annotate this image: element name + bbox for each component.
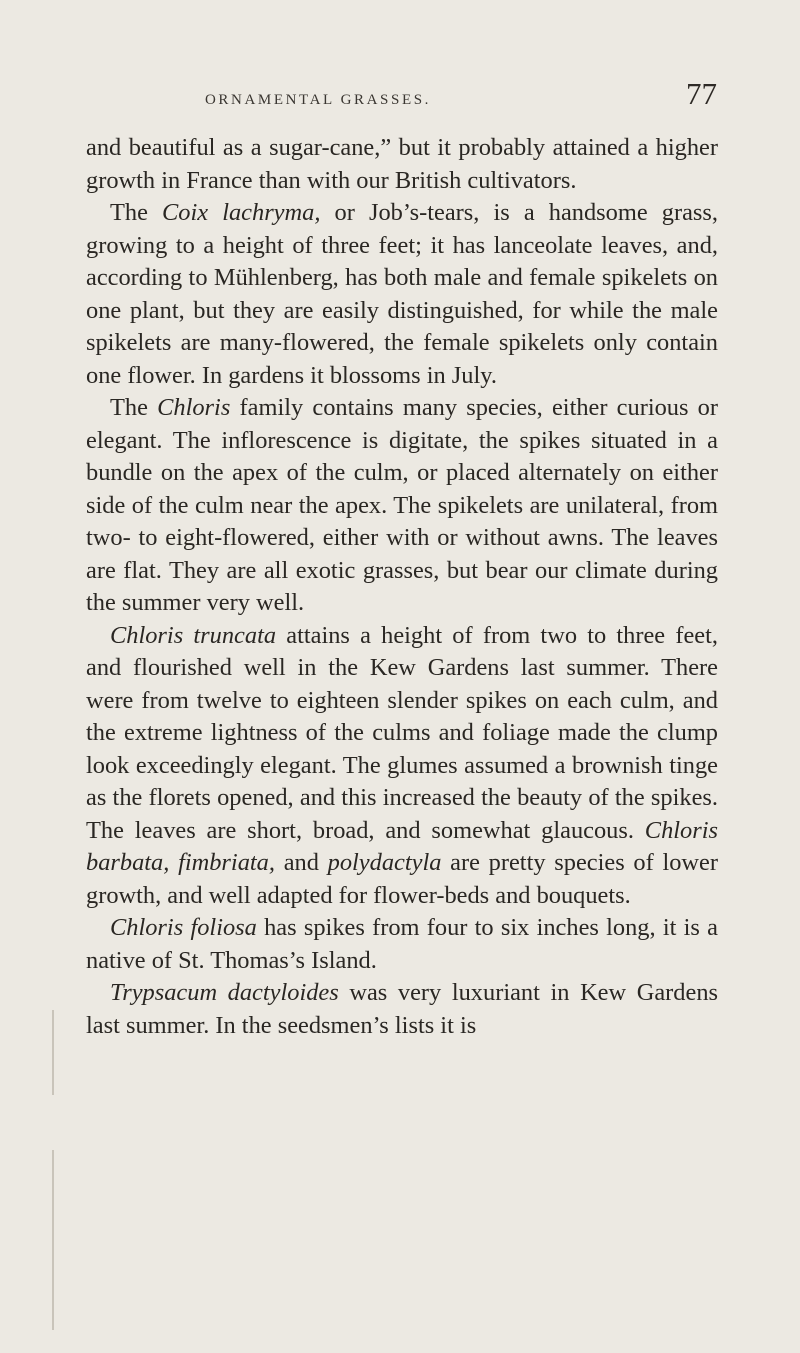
body-text [86,132,718,1042]
paragraph-coix [86,197,718,392]
text: attains a height of from two to three feet, and flourished well in the Kew Gardens last summer. There were from twelve to eighteen slender spikes on each culm, and the extreme lightness of the culms and foliage made the clump look exceedingly elegant. The glumes assumed a brownish tinge as the florets opened, and this increased the beauty of the spikes. The leaves are short, broad, and somewhat glaucous. [86,621,718,844]
italic-text: Coix lachryma, [162,199,321,226]
text: was very luxuriant in Kew Gardens last summer. In the seedsmen’s lists it is [86,979,719,1039]
italic-text: polydactyla [327,849,442,876]
margin-mark-upper [52,1010,54,1095]
italic-text: Chloris [157,394,231,421]
text: and beautiful as a sugar-cane,” but it probably attained a higher growth in France than with our British cultivators. [86,134,718,194]
italic-text: Chloris truncata [110,621,277,649]
text: are pretty species of lower growth, and well adapted for flower-beds and bouquets. [86,849,718,909]
italic-text: Chloris foliosa [110,914,257,941]
paragraph-chloris-foliosa [86,912,718,977]
page-number: 77 [686,76,717,111]
text: The [110,394,158,421]
margin-mark-lower [52,1150,54,1330]
paragraph-trypsacum [86,977,718,1042]
running-head: ORNAMENTAL GRASSES. [205,92,431,108]
paragraph-chloris-truncata [86,620,718,913]
text: has spikes from four to six inches long, it is a native of St. Thomas’s Island. [86,914,718,974]
text: The [110,199,163,226]
text: and [274,849,328,876]
italic-text: Chloris barbata, fimbriata, [86,816,718,876]
paragraph-continuation [86,132,718,197]
text: or Job’s-tears, is a handsome grass, growing to a height of three feet; it has lanceolate leaves, and, according to Mühlenberg, has both male and female spikelets on one plant, but they are easily distinguished, for while the male spikelets are many-flowered, the female spikelets only contain one flower. In gardens it blossoms in July. [86,199,718,389]
text: family contains many species, either curious or elegant. The inflorescence is digitate, the spikes situated in a bundle on the apex of the culm, or placed alternately on either side of the culm near the apex. The spikelets are unilateral, from two- to eight-flowered, either with or without awns. The leaves are flat. They are all exotic grasses, but bear our climate during the summer very well. [86,394,718,616]
italic-text: Trypsacum dactyloides [110,979,339,1006]
paragraph-chloris-family [86,392,718,620]
